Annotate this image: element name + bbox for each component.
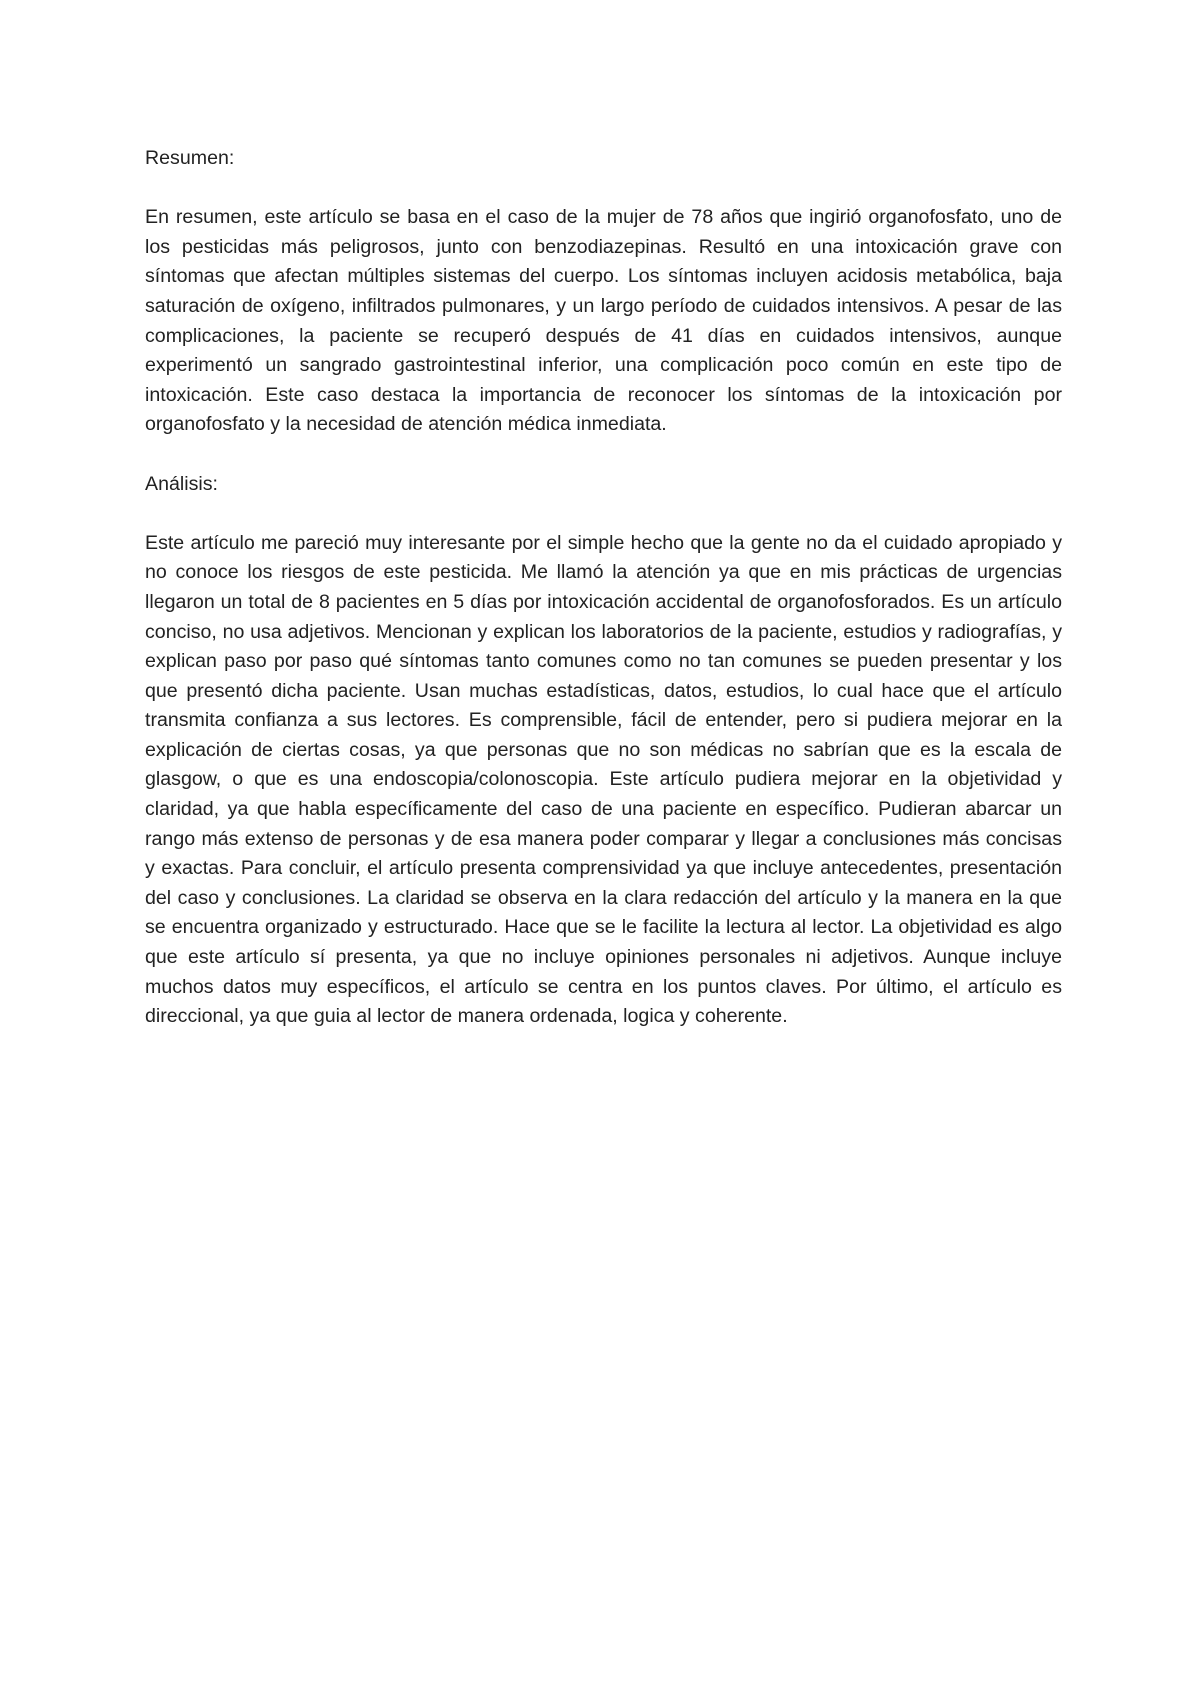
spacer bbox=[145, 174, 1062, 204]
spacer bbox=[145, 499, 1062, 529]
analisis-heading: Análisis: bbox=[145, 472, 218, 495]
analisis-section bbox=[145, 470, 1062, 1032]
resumen-section bbox=[145, 144, 1062, 440]
spacer bbox=[145, 440, 1062, 470]
analisis-paragraph: Este artículo me pareció muy interesante por el simple hecho que la gente no da el cuidado apropiado y no conoce los riesgos de este pesticida. Me llamó la atención ya que en mis prácticas de urgencias llegaron un total de 8 pacientes en 5 días por intoxicación accidental de organofosforados. Es un artículo conciso, no usa adjetivos. Mencionan y explican los laboratorios de la paciente, estudios y radiografías, y explican paso por paso qué síntomas tanto comunes como no tan comunes se pueden presentar y los que presentó dicha paciente. Usan muchas estadísticas, datos, estudios, lo cual hace que el artículo transmita confianza a sus lectores. Es comprensible, fácil de entender, pero si pudiera mejorar en la explicación de ciertas cosas, ya que personas que no son médicas no sabrían que es la escala de glasgow, o que es una endoscopia/colonoscopia. Este artículo pudiera mejorar en la objetividad y claridad, ya que habla específicamente del caso de una paciente en específico. Pudieran abarcar un rango más extenso de personas y de esa manera poder comparar y llegar a conclusiones más concisas y exactas. Para concluir, el artículo presenta comprensividad ya que incluye antecedentes, presentación del caso y conclusiones. La claridad se observa en la clara redacción del artículo y la manera en la que se encuentra organizado y estructurado. Hace que se le facilite la lectura al lector. La objetividad es algo que este artículo sí presenta, ya que no incluye opiniones personales ni adjetivos. Aunque incluye muchos datos muy específicos, el artículo se centra en los puntos claves. Por último, el artículo es direccional, ya que guia al lector de manera ordenada, logica y coherente. bbox=[145, 531, 1062, 1028]
resumen-heading: Resumen: bbox=[145, 147, 235, 169]
resumen-paragraph: En resumen, este artículo se basa en el caso de la mujer de 78 años que ingirió organofosfato, uno de los pesticidas más peligrosos, junto con benzodiazepinas. Resultó en una intoxicación grave con síntomas que afectan múltiples sistemas del cuerpo. Los síntomas incluyen acidosis metabólica, baja saturación de oxígeno, infiltrados pulmonares, y un largo período de cuidados intensivos. A pesar de las complicaciones, la paciente se recuperó después de 41 días en cuidados intensivos, aunque experimentó un sangrado gastrointestinal inferior, una complicación poco común en este tipo de intoxicación. Este caso destaca la importancia de reconocer los síntomas de la intoxicación por organofosfato y la necesidad de atención médica inmediata. bbox=[145, 206, 1062, 436]
